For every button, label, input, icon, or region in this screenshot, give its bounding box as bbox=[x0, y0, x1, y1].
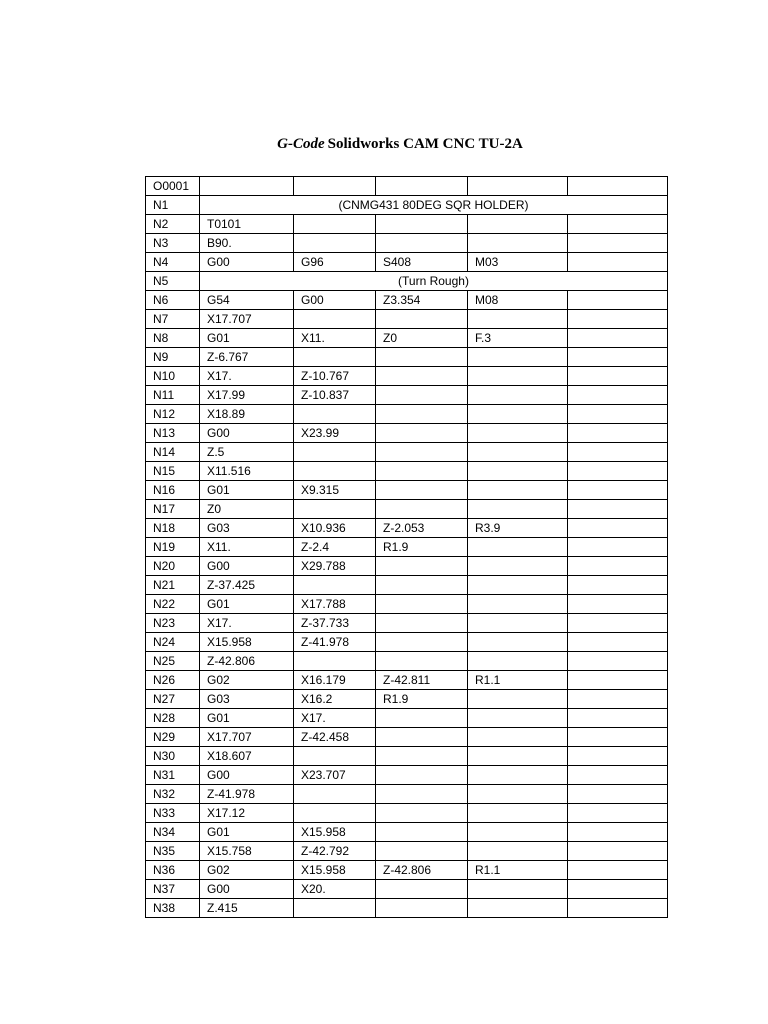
code-cell: S408 bbox=[376, 253, 468, 272]
code-cell bbox=[200, 177, 294, 196]
code-cell bbox=[568, 747, 668, 766]
code-cell: T0101 bbox=[200, 215, 294, 234]
code-cell: X17.12 bbox=[200, 804, 294, 823]
line-number-cell: N10 bbox=[146, 367, 200, 386]
code-cell: Z-42.806 bbox=[200, 652, 294, 671]
code-cell: Z-41.978 bbox=[200, 785, 294, 804]
line-number-cell: N16 bbox=[146, 481, 200, 500]
code-cell bbox=[568, 405, 668, 424]
code-cell bbox=[468, 842, 568, 861]
code-cell: G03 bbox=[200, 519, 294, 538]
code-cell: B90. bbox=[200, 234, 294, 253]
code-cell bbox=[294, 405, 376, 424]
code-cell bbox=[568, 595, 668, 614]
line-number-cell: N38 bbox=[146, 899, 200, 918]
code-cell: Z0 bbox=[200, 500, 294, 519]
table-row bbox=[146, 462, 668, 481]
line-number-cell: O0001 bbox=[146, 177, 200, 196]
gcode-table bbox=[145, 176, 668, 918]
code-cell bbox=[468, 747, 568, 766]
line-number-cell: N25 bbox=[146, 652, 200, 671]
code-cell bbox=[568, 766, 668, 785]
line-number-cell: N15 bbox=[146, 462, 200, 481]
table-row bbox=[146, 823, 668, 842]
code-cell bbox=[376, 348, 468, 367]
code-cell bbox=[468, 462, 568, 481]
code-cell bbox=[294, 310, 376, 329]
line-number-cell: N37 bbox=[146, 880, 200, 899]
code-cell bbox=[376, 215, 468, 234]
code-cell: Z-37.425 bbox=[200, 576, 294, 595]
line-number-cell: N6 bbox=[146, 291, 200, 310]
code-cell bbox=[376, 880, 468, 899]
code-cell: X11.516 bbox=[200, 462, 294, 481]
code-cell: R1.1 bbox=[468, 671, 568, 690]
code-cell bbox=[468, 804, 568, 823]
code-cell bbox=[294, 462, 376, 481]
code-cell bbox=[376, 804, 468, 823]
table-row bbox=[146, 272, 668, 291]
code-cell bbox=[376, 405, 468, 424]
line-number-cell: N33 bbox=[146, 804, 200, 823]
code-cell bbox=[376, 310, 468, 329]
code-cell bbox=[376, 747, 468, 766]
code-cell bbox=[568, 899, 668, 918]
code-cell bbox=[568, 861, 668, 880]
code-cell bbox=[468, 728, 568, 747]
code-cell bbox=[568, 215, 668, 234]
code-cell bbox=[468, 538, 568, 557]
code-cell bbox=[468, 177, 568, 196]
code-cell bbox=[568, 253, 668, 272]
line-number-cell: N18 bbox=[146, 519, 200, 538]
table-row bbox=[146, 177, 668, 196]
table-row bbox=[146, 690, 668, 709]
code-cell: (CNMG431 80DEG SQR HOLDER) bbox=[200, 196, 668, 215]
code-cell: Z-37.733 bbox=[294, 614, 376, 633]
code-cell bbox=[376, 633, 468, 652]
table-row bbox=[146, 310, 668, 329]
code-cell: M03 bbox=[468, 253, 568, 272]
code-cell: Z-2.4 bbox=[294, 538, 376, 557]
table-row bbox=[146, 538, 668, 557]
table-row bbox=[146, 367, 668, 386]
line-number-cell: N24 bbox=[146, 633, 200, 652]
code-cell bbox=[468, 367, 568, 386]
code-cell bbox=[376, 481, 468, 500]
code-cell: Z-42.806 bbox=[376, 861, 468, 880]
code-cell bbox=[568, 481, 668, 500]
code-cell: G01 bbox=[200, 709, 294, 728]
line-number-cell: N3 bbox=[146, 234, 200, 253]
code-cell bbox=[468, 215, 568, 234]
code-cell bbox=[468, 595, 568, 614]
table-row bbox=[146, 405, 668, 424]
code-cell bbox=[376, 177, 468, 196]
code-cell bbox=[568, 576, 668, 595]
table-row bbox=[146, 253, 668, 272]
table-row bbox=[146, 728, 668, 747]
table-row bbox=[146, 196, 668, 215]
code-cell bbox=[568, 367, 668, 386]
code-cell bbox=[568, 424, 668, 443]
table-row bbox=[146, 481, 668, 500]
table-row bbox=[146, 785, 668, 804]
code-cell bbox=[294, 785, 376, 804]
code-cell: X9.315 bbox=[294, 481, 376, 500]
line-number-cell: N31 bbox=[146, 766, 200, 785]
code-cell: G01 bbox=[200, 595, 294, 614]
code-cell bbox=[468, 310, 568, 329]
code-cell bbox=[568, 519, 668, 538]
code-cell bbox=[568, 500, 668, 519]
code-cell: G54 bbox=[200, 291, 294, 310]
title-italic: G-Code bbox=[277, 136, 325, 152]
code-cell: R1.9 bbox=[376, 538, 468, 557]
table-row bbox=[146, 386, 668, 405]
code-cell: X18.89 bbox=[200, 405, 294, 424]
line-number-cell: N30 bbox=[146, 747, 200, 766]
code-cell bbox=[568, 671, 668, 690]
code-cell: X17. bbox=[200, 367, 294, 386]
code-cell bbox=[468, 652, 568, 671]
code-cell: X17. bbox=[294, 709, 376, 728]
line-number-cell: N29 bbox=[146, 728, 200, 747]
code-cell bbox=[468, 405, 568, 424]
table-row bbox=[146, 329, 668, 348]
line-number-cell: N8 bbox=[146, 329, 200, 348]
code-cell: G01 bbox=[200, 329, 294, 348]
code-cell bbox=[294, 177, 376, 196]
code-cell bbox=[376, 424, 468, 443]
line-number-cell: N17 bbox=[146, 500, 200, 519]
line-number-cell: N13 bbox=[146, 424, 200, 443]
line-number-cell: N34 bbox=[146, 823, 200, 842]
line-number-cell: N35 bbox=[146, 842, 200, 861]
code-cell bbox=[568, 728, 668, 747]
code-cell: Z-41.978 bbox=[294, 633, 376, 652]
gcode-table-body bbox=[146, 177, 668, 918]
line-number-cell: N36 bbox=[146, 861, 200, 880]
code-cell: X15.958 bbox=[294, 823, 376, 842]
line-number-cell: N26 bbox=[146, 671, 200, 690]
code-cell bbox=[376, 462, 468, 481]
code-cell: Z.5 bbox=[200, 443, 294, 462]
code-cell: X11. bbox=[294, 329, 376, 348]
code-cell bbox=[376, 709, 468, 728]
code-cell: F.3 bbox=[468, 329, 568, 348]
code-cell bbox=[376, 234, 468, 253]
table-row bbox=[146, 899, 668, 918]
table-row bbox=[146, 576, 668, 595]
table-row bbox=[146, 443, 668, 462]
code-cell bbox=[294, 652, 376, 671]
line-number-cell: N20 bbox=[146, 557, 200, 576]
code-cell bbox=[568, 538, 668, 557]
code-cell bbox=[294, 215, 376, 234]
code-cell bbox=[376, 443, 468, 462]
code-cell bbox=[468, 766, 568, 785]
table-row bbox=[146, 500, 668, 519]
code-cell bbox=[468, 690, 568, 709]
line-number-cell: N1 bbox=[146, 196, 200, 215]
code-cell bbox=[568, 234, 668, 253]
table-row bbox=[146, 671, 668, 690]
code-cell: R1.1 bbox=[468, 861, 568, 880]
code-cell bbox=[294, 500, 376, 519]
code-cell bbox=[468, 443, 568, 462]
code-cell: R3.9 bbox=[468, 519, 568, 538]
code-cell: X17. bbox=[200, 614, 294, 633]
code-cell bbox=[568, 785, 668, 804]
code-cell bbox=[376, 728, 468, 747]
code-cell bbox=[568, 329, 668, 348]
title-rest: Solidworks CAM CNC TU-2A bbox=[327, 136, 523, 152]
line-number-cell: N12 bbox=[146, 405, 200, 424]
code-cell bbox=[468, 481, 568, 500]
code-cell: X15.758 bbox=[200, 842, 294, 861]
code-cell: X10.936 bbox=[294, 519, 376, 538]
code-cell bbox=[468, 633, 568, 652]
code-cell bbox=[376, 766, 468, 785]
line-number-cell: N21 bbox=[146, 576, 200, 595]
code-cell bbox=[468, 880, 568, 899]
code-cell bbox=[294, 576, 376, 595]
code-cell bbox=[376, 367, 468, 386]
code-cell: G00 bbox=[294, 291, 376, 310]
code-cell bbox=[376, 614, 468, 633]
line-number-cell: N19 bbox=[146, 538, 200, 557]
table-row bbox=[146, 880, 668, 899]
code-cell bbox=[294, 747, 376, 766]
table-row bbox=[146, 291, 668, 310]
code-cell bbox=[468, 234, 568, 253]
code-cell bbox=[568, 557, 668, 576]
code-cell bbox=[376, 500, 468, 519]
code-cell: G00 bbox=[200, 880, 294, 899]
code-cell bbox=[568, 462, 668, 481]
table-row bbox=[146, 614, 668, 633]
code-cell: Z-10.837 bbox=[294, 386, 376, 405]
code-cell: G00 bbox=[200, 557, 294, 576]
line-number-cell: N14 bbox=[146, 443, 200, 462]
table-row bbox=[146, 595, 668, 614]
code-cell: G02 bbox=[200, 671, 294, 690]
code-cell: X23.707 bbox=[294, 766, 376, 785]
code-cell: X15.958 bbox=[200, 633, 294, 652]
code-cell bbox=[568, 690, 668, 709]
code-cell bbox=[468, 823, 568, 842]
code-cell: X15.958 bbox=[294, 861, 376, 880]
line-number-cell: N28 bbox=[146, 709, 200, 728]
code-cell: Z-10.767 bbox=[294, 367, 376, 386]
table-row bbox=[146, 557, 668, 576]
code-cell bbox=[376, 386, 468, 405]
table-row bbox=[146, 861, 668, 880]
code-cell bbox=[568, 842, 668, 861]
code-cell bbox=[468, 785, 568, 804]
code-cell: X16.179 bbox=[294, 671, 376, 690]
line-number-cell: N32 bbox=[146, 785, 200, 804]
document-title bbox=[0, 136, 768, 153]
code-cell bbox=[568, 443, 668, 462]
code-cell bbox=[568, 709, 668, 728]
table-row bbox=[146, 804, 668, 823]
code-cell: Z-2.053 bbox=[376, 519, 468, 538]
code-cell bbox=[468, 614, 568, 633]
table-row bbox=[146, 652, 668, 671]
code-cell bbox=[376, 557, 468, 576]
table-row bbox=[146, 766, 668, 785]
code-cell bbox=[376, 576, 468, 595]
code-cell bbox=[468, 557, 568, 576]
code-cell: X17.707 bbox=[200, 310, 294, 329]
code-cell bbox=[568, 652, 668, 671]
code-cell: Z-42.811 bbox=[376, 671, 468, 690]
table-row bbox=[146, 215, 668, 234]
code-cell bbox=[376, 842, 468, 861]
code-cell bbox=[294, 443, 376, 462]
code-cell: X17.99 bbox=[200, 386, 294, 405]
table-row bbox=[146, 747, 668, 766]
line-number-cell: N22 bbox=[146, 595, 200, 614]
code-cell: Z-42.792 bbox=[294, 842, 376, 861]
line-number-cell: N7 bbox=[146, 310, 200, 329]
line-number-cell: N11 bbox=[146, 386, 200, 405]
code-cell bbox=[294, 348, 376, 367]
code-cell bbox=[568, 386, 668, 405]
line-number-cell: N5 bbox=[146, 272, 200, 291]
code-cell: R1.9 bbox=[376, 690, 468, 709]
code-cell: G00 bbox=[200, 424, 294, 443]
table-row bbox=[146, 519, 668, 538]
code-cell: Z.415 bbox=[200, 899, 294, 918]
code-cell bbox=[568, 633, 668, 652]
code-cell bbox=[568, 348, 668, 367]
table-row bbox=[146, 709, 668, 728]
code-cell: G96 bbox=[294, 253, 376, 272]
code-cell: G00 bbox=[200, 766, 294, 785]
code-cell: Z-42.458 bbox=[294, 728, 376, 747]
code-cell: G01 bbox=[200, 823, 294, 842]
code-cell bbox=[568, 291, 668, 310]
table-row bbox=[146, 842, 668, 861]
code-cell bbox=[376, 899, 468, 918]
code-cell bbox=[294, 234, 376, 253]
code-cell: G02 bbox=[200, 861, 294, 880]
code-cell bbox=[468, 899, 568, 918]
code-cell bbox=[568, 880, 668, 899]
code-cell bbox=[568, 310, 668, 329]
code-cell bbox=[468, 576, 568, 595]
code-cell: X11. bbox=[200, 538, 294, 557]
code-cell: Z-6.767 bbox=[200, 348, 294, 367]
code-cell bbox=[568, 614, 668, 633]
code-cell: X20. bbox=[294, 880, 376, 899]
code-cell bbox=[376, 652, 468, 671]
code-cell bbox=[468, 424, 568, 443]
table-row bbox=[146, 348, 668, 367]
table-row bbox=[146, 633, 668, 652]
line-number-cell: N9 bbox=[146, 348, 200, 367]
line-number-cell: N27 bbox=[146, 690, 200, 709]
code-cell: (Turn Rough) bbox=[200, 272, 668, 291]
code-cell: G01 bbox=[200, 481, 294, 500]
code-cell bbox=[294, 804, 376, 823]
code-cell bbox=[376, 595, 468, 614]
code-cell: Z0 bbox=[376, 329, 468, 348]
table-row bbox=[146, 234, 668, 253]
code-cell bbox=[468, 709, 568, 728]
code-cell bbox=[568, 804, 668, 823]
line-number-cell: N2 bbox=[146, 215, 200, 234]
code-cell bbox=[568, 823, 668, 842]
code-cell: X29.788 bbox=[294, 557, 376, 576]
code-cell: X18.607 bbox=[200, 747, 294, 766]
code-cell bbox=[376, 785, 468, 804]
code-cell: G03 bbox=[200, 690, 294, 709]
code-cell: M08 bbox=[468, 291, 568, 310]
code-cell bbox=[468, 500, 568, 519]
code-cell bbox=[376, 823, 468, 842]
code-cell: G00 bbox=[200, 253, 294, 272]
code-cell bbox=[468, 348, 568, 367]
code-cell bbox=[568, 177, 668, 196]
code-cell bbox=[468, 386, 568, 405]
code-cell: X17.788 bbox=[294, 595, 376, 614]
code-cell bbox=[294, 899, 376, 918]
code-cell: X16.2 bbox=[294, 690, 376, 709]
line-number-cell: N4 bbox=[146, 253, 200, 272]
code-cell: X17.707 bbox=[200, 728, 294, 747]
table-row bbox=[146, 424, 668, 443]
code-cell: X23.99 bbox=[294, 424, 376, 443]
line-number-cell: N23 bbox=[146, 614, 200, 633]
code-cell: Z3.354 bbox=[376, 291, 468, 310]
